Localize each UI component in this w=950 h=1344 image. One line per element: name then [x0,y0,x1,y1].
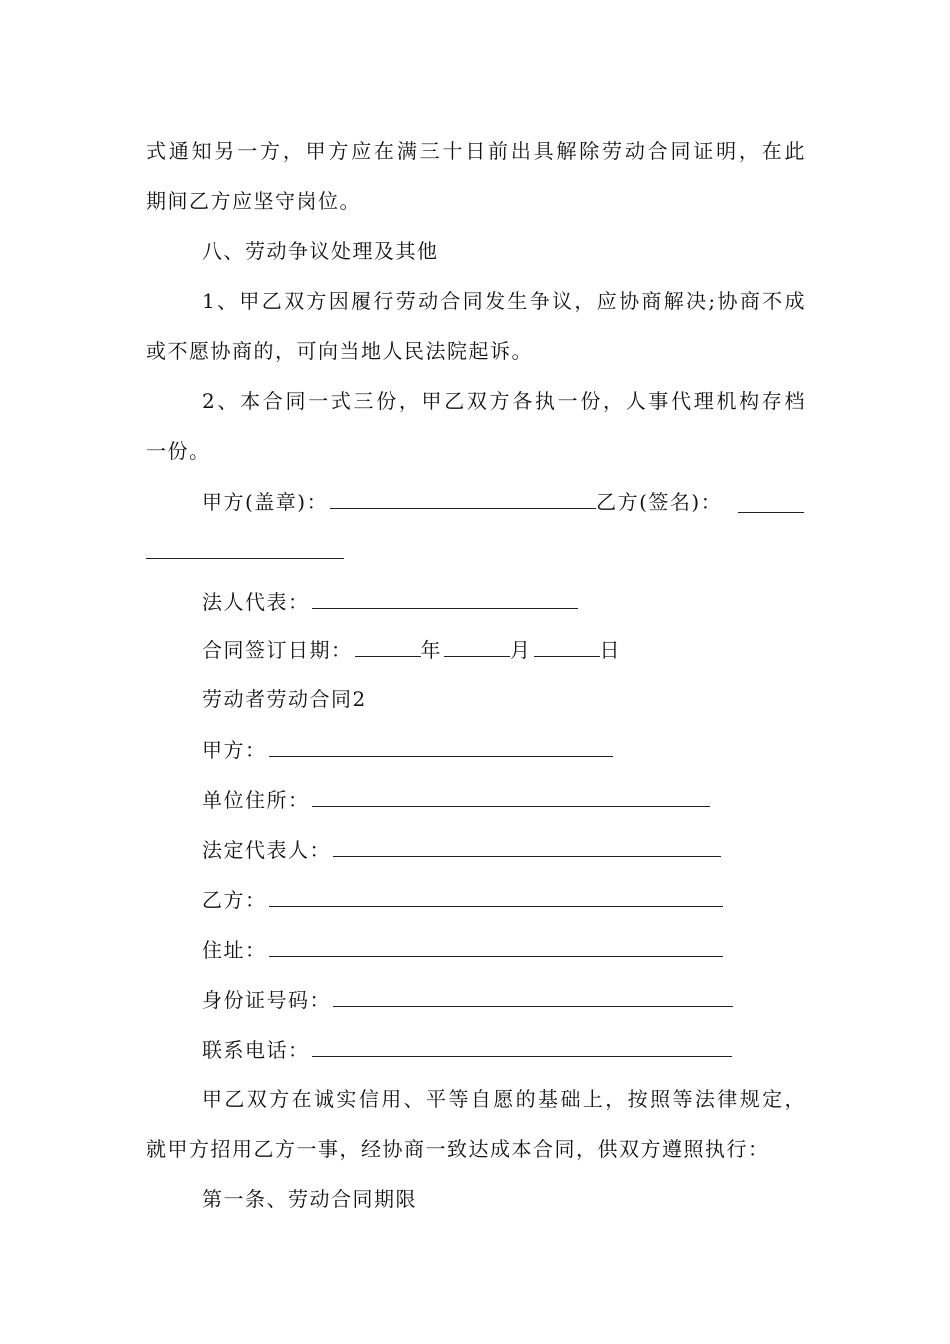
paragraph-line: 一份。 [146,439,211,463]
section-heading: 八、劳动争议处理及其他 [202,239,439,263]
sign-date-line [202,634,621,665]
legal-rep-label: 法人代表： [202,590,310,614]
party-a-label: 甲方： [202,738,267,762]
unit-address-line [202,784,710,815]
paragraph-line: 期间乙方应坚守岗位。 [146,189,361,213]
month-blank [444,634,510,657]
party-b-label: 乙方： [202,888,267,912]
id-number-blank [333,984,733,1007]
party-a-line [202,734,613,765]
legal-representative-line [202,834,721,865]
party-b-sign-blank-continued [146,558,344,559]
day-blank [534,634,600,657]
contract-title: 劳动者劳动合同2 [202,687,367,711]
paragraph-line: 甲乙双方在诚实信用、平等自愿的基础上，按照等法律规定， [202,1087,806,1111]
year-label: 年 [420,638,442,662]
party-b-sign-label: 乙方(签名)： [596,490,723,514]
phone-line [202,1034,732,1065]
legal-representative-blank [333,834,721,857]
signature-line [202,486,722,517]
legal-representative-label: 法定代表人： [202,838,331,862]
unit-address-blank [312,784,710,807]
paragraph-line: 2、本合同一式三份，甲乙双方各执一份，人事代理机构存档 [202,389,806,413]
phone-label: 联系电话： [202,1038,310,1062]
party-a-seal-label: 甲方(盖章)： [202,490,329,514]
legal-rep-line [202,586,578,617]
address-label: 住址： [202,938,267,962]
id-number-line [202,984,733,1015]
day-label: 日 [599,638,621,662]
id-number-label: 身份证号码： [202,988,331,1012]
month-label: 月 [510,638,532,662]
year-blank [355,634,421,657]
paragraph-line: 就甲方招用乙方一事，经协商一致达成本合同，供双方遵照执行： [146,1137,770,1161]
article-heading: 第一条、劳动合同期限 [202,1187,417,1211]
party-b-blank [269,884,723,907]
address-line [202,934,723,965]
party-a-blank [269,734,613,757]
legal-rep-blank [312,586,578,609]
party-b-line [202,884,723,915]
phone-blank [312,1034,732,1057]
paragraph-line: 或不愿协商的，可向当地人民法院起诉。 [146,339,533,363]
paragraph-line: 式通知另一方，甲方应在满三十日前出具解除劳动合同证明，在此 [146,139,806,163]
address-blank [269,934,723,957]
paragraph-line: 1、甲乙双方因履行劳动合同发生争议，应协商解决;协商不成 [202,289,806,313]
party-b-sign-blank [738,512,804,513]
unit-address-label: 单位住所： [202,788,310,812]
party-a-seal-blank [330,486,596,509]
sign-date-label: 合同签订日期： [202,638,353,662]
